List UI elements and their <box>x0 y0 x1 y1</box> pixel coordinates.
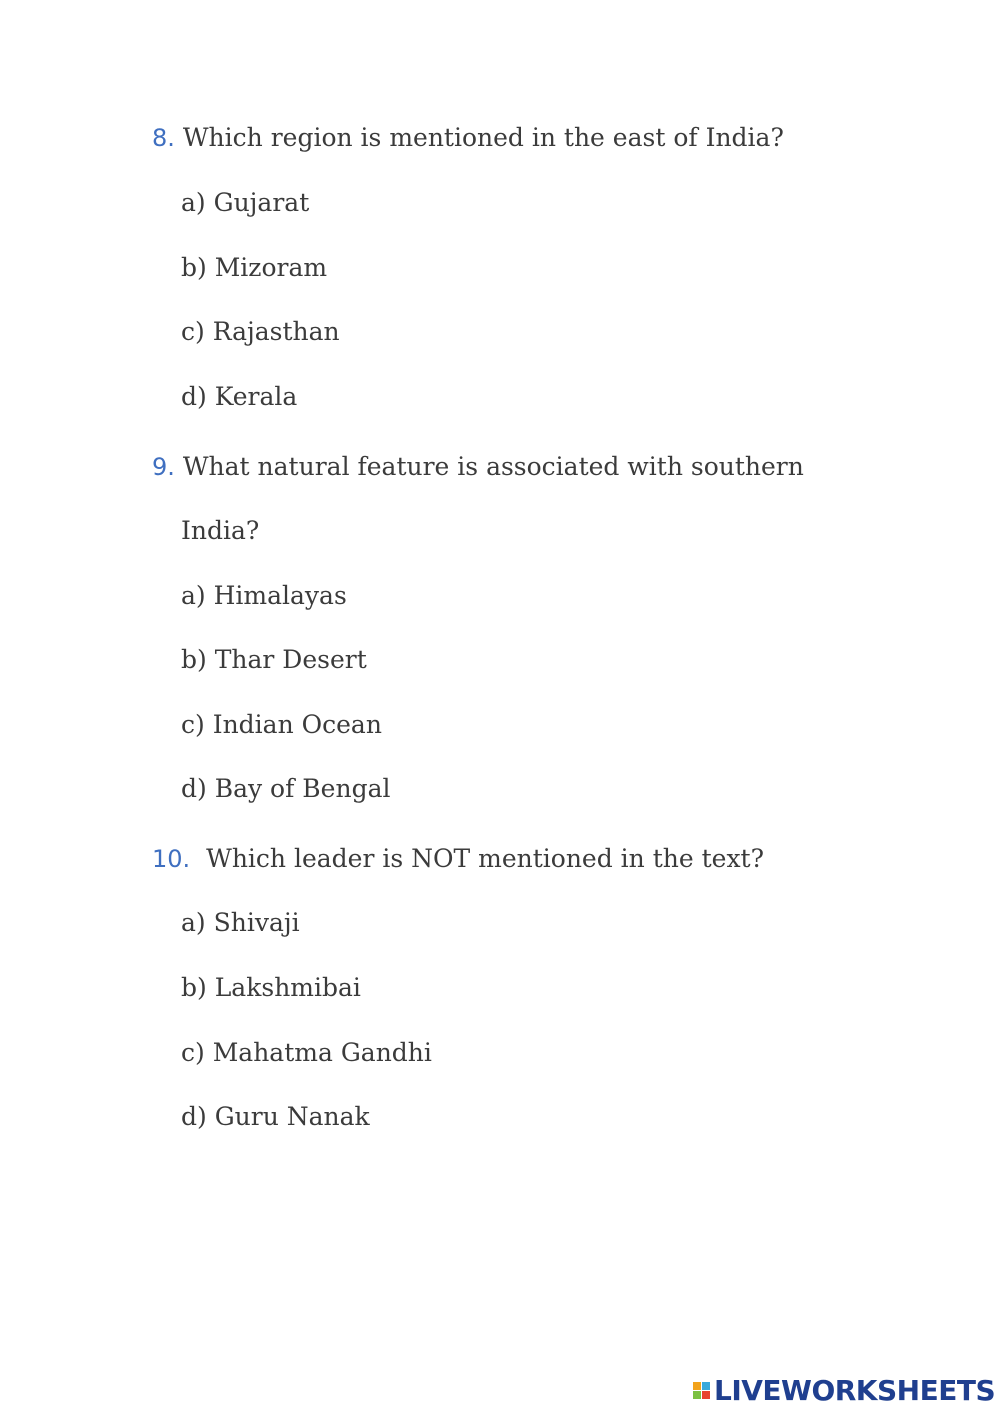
question-text: What natural feature is associated with southern <box>182 452 804 481</box>
question-number: 9. <box>152 453 175 481</box>
option-d[interactable]: d) Bay of Bengal <box>181 774 391 803</box>
question-10 <box>152 843 764 875</box>
question-9 <box>152 451 804 483</box>
question-number: 10. <box>152 845 191 873</box>
option-d[interactable]: d) Guru Nanak <box>181 1102 370 1131</box>
option-c[interactable]: c) Rajasthan <box>181 317 340 346</box>
logo-square-2 <box>702 1382 710 1390</box>
option-b[interactable]: b) Mizoram <box>181 253 328 282</box>
logo-square-1 <box>693 1382 701 1390</box>
option-a[interactable]: a) Shivaji <box>181 908 300 937</box>
liveworksheets-logo <box>693 1372 995 1408</box>
option-c[interactable]: c) Mahatma Gandhi <box>181 1038 432 1067</box>
logo-square-4 <box>702 1391 710 1399</box>
question-text: Which region is mentioned in the east of India? <box>182 123 784 152</box>
brand-name: LIVEWORKSHEETS <box>714 1373 996 1407</box>
logo-mark-icon <box>693 1382 710 1399</box>
question-text-continued: India? <box>181 516 260 545</box>
question-text: Which leader is NOT mentioned in the text? <box>206 844 764 873</box>
option-b[interactable]: b) Lakshmibai <box>181 973 361 1002</box>
option-d[interactable]: d) Kerala <box>181 382 298 411</box>
option-a[interactable]: a) Himalayas <box>181 581 347 610</box>
question-number: 8. <box>152 124 175 152</box>
option-a[interactable]: a) Gujarat <box>181 188 310 217</box>
logo-square-3 <box>693 1391 701 1399</box>
question-8 <box>152 122 784 154</box>
option-b[interactable]: b) Thar Desert <box>181 645 367 674</box>
option-c[interactable]: c) Indian Ocean <box>181 710 382 739</box>
